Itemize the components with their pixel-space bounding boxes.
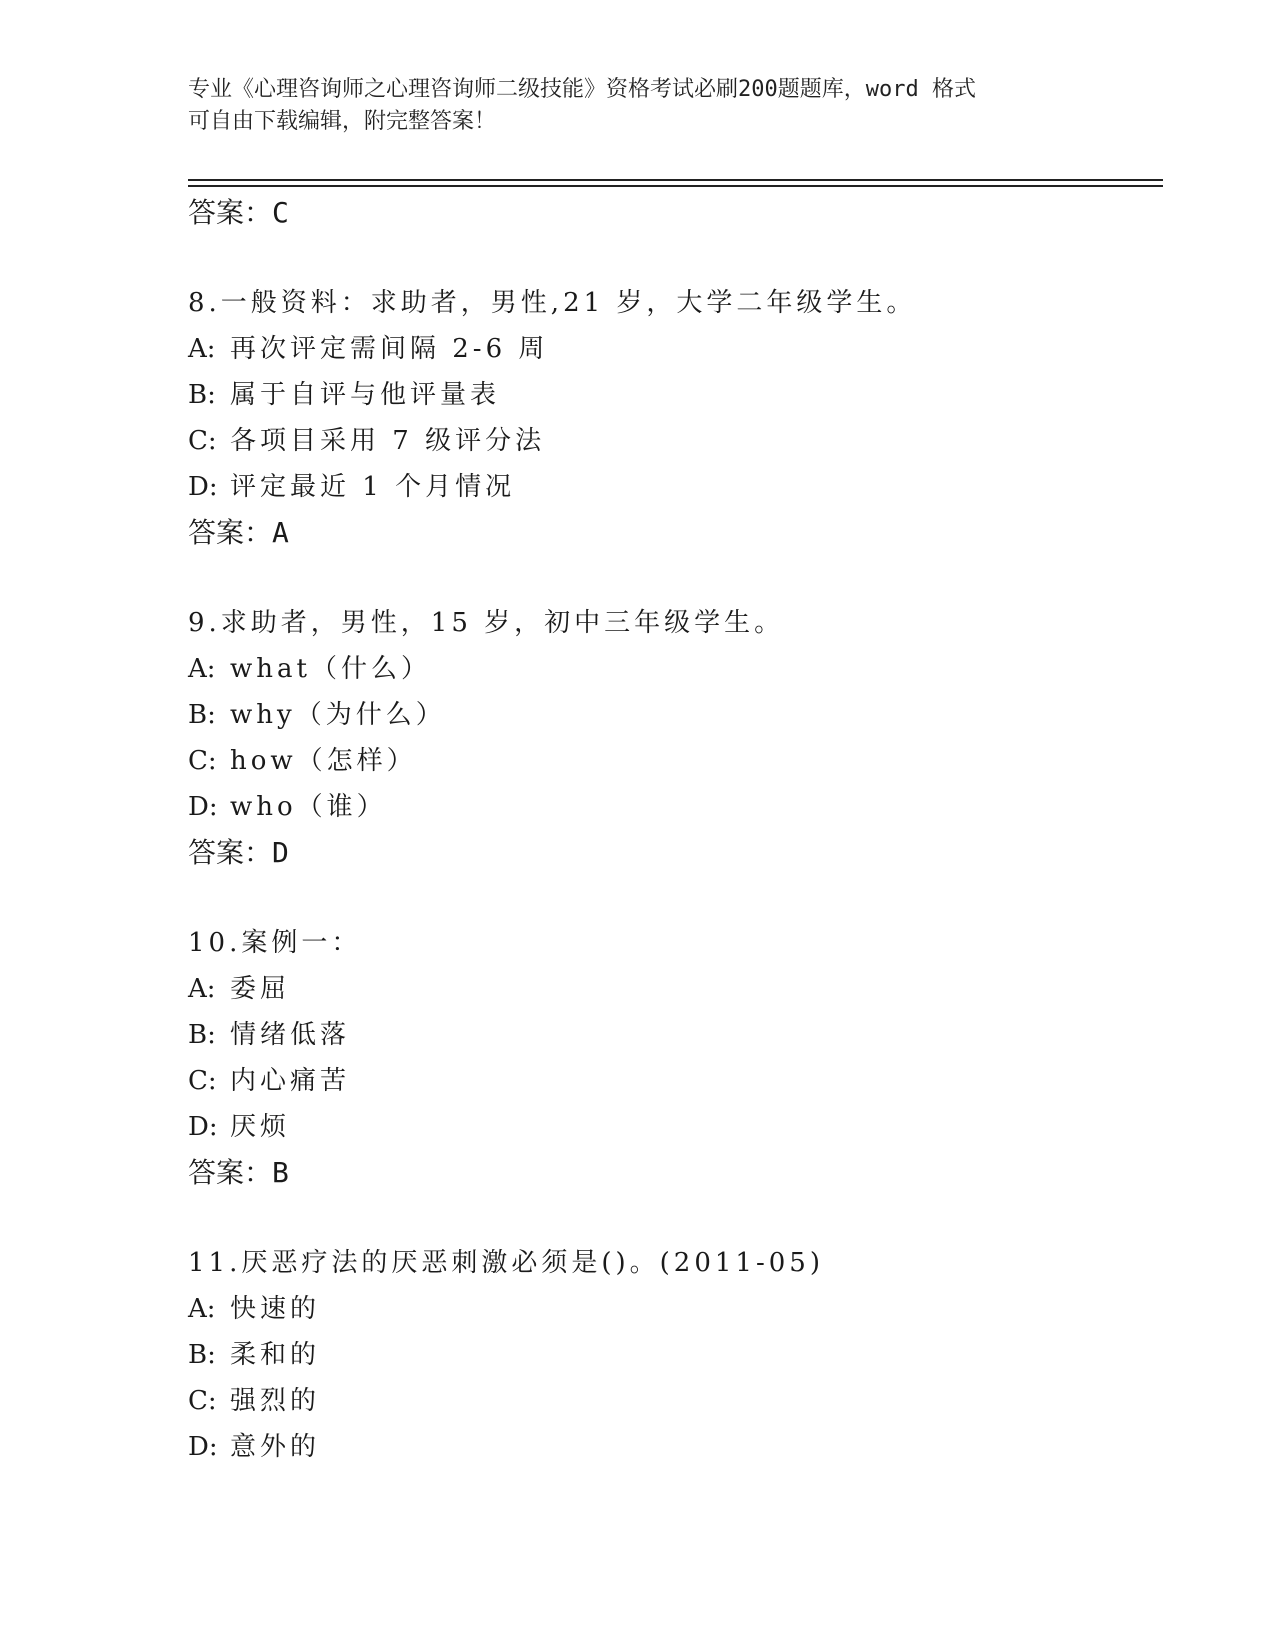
question-text: 9.求助者，男性，15 岁，初中三年级学生。 bbox=[188, 608, 785, 638]
answer-line: 答案：D bbox=[188, 836, 289, 869]
option-key: B: bbox=[188, 700, 216, 730]
option-key: C: bbox=[188, 1386, 217, 1416]
option-text: 强烈的 bbox=[230, 1386, 321, 1416]
option-d bbox=[188, 1424, 1148, 1470]
option-a bbox=[188, 646, 1148, 692]
option-a bbox=[188, 326, 1148, 372]
header-divider-bottom bbox=[188, 185, 1163, 187]
option-d bbox=[188, 464, 1148, 510]
option-a bbox=[188, 1286, 1148, 1332]
answer-line: 答案：C bbox=[188, 196, 289, 229]
document-header bbox=[188, 74, 1088, 138]
option-key: D: bbox=[188, 1112, 218, 1142]
option-text: what（什么） bbox=[230, 654, 431, 684]
option-b bbox=[188, 1332, 1148, 1378]
option-key: A: bbox=[188, 1294, 216, 1324]
option-a bbox=[188, 966, 1148, 1012]
question-text: 10.案例一： bbox=[188, 928, 362, 958]
option-key: B: bbox=[188, 1340, 216, 1370]
option-text: 评定最近 1 个月情况 bbox=[230, 472, 516, 502]
option-key: B: bbox=[188, 1020, 216, 1050]
answer-line: 答案：A bbox=[188, 516, 289, 549]
question-block-9 bbox=[188, 600, 1148, 876]
option-d bbox=[188, 1104, 1148, 1150]
option-text: 厌烦 bbox=[230, 1112, 291, 1142]
header-divider-top bbox=[188, 179, 1163, 181]
option-key: A: bbox=[188, 974, 216, 1004]
option-text: why（为什么） bbox=[230, 700, 446, 730]
option-b bbox=[188, 692, 1148, 738]
option-text: 柔和的 bbox=[230, 1340, 321, 1370]
option-text: 各项目采用 7 级评分法 bbox=[230, 426, 546, 456]
option-b bbox=[188, 1012, 1148, 1058]
option-key: C: bbox=[188, 1066, 217, 1096]
question-block-11 bbox=[188, 1240, 1148, 1470]
option-text: 快速的 bbox=[230, 1294, 321, 1324]
option-text: 属于自评与他评量表 bbox=[230, 380, 501, 410]
option-text: 情绪低落 bbox=[230, 1020, 351, 1050]
option-text: 意外的 bbox=[230, 1432, 321, 1462]
option-key: D: bbox=[188, 792, 218, 822]
option-text: who（谁） bbox=[230, 792, 387, 822]
option-b bbox=[188, 372, 1148, 418]
option-key: B: bbox=[188, 380, 216, 410]
option-key: A: bbox=[188, 334, 216, 364]
option-text: 再次评定需间隔 2-6 周 bbox=[230, 334, 549, 364]
option-key: C: bbox=[188, 426, 217, 456]
answer-line: 答案：B bbox=[188, 1156, 289, 1189]
question-text: 8.一般资料：求助者，男性,21 岁，大学二年级学生。 bbox=[188, 288, 917, 318]
option-text: 委屈 bbox=[230, 974, 291, 1004]
option-text: 内心痛苦 bbox=[230, 1066, 351, 1096]
option-c bbox=[188, 738, 1148, 784]
question-block-8 bbox=[188, 280, 1148, 556]
question-text: 11.厌恶疗法的厌恶刺激必须是()。(2011-05) bbox=[188, 1248, 824, 1278]
question-block-10 bbox=[188, 920, 1148, 1196]
option-text: how（怎样） bbox=[230, 746, 417, 776]
option-c bbox=[188, 418, 1148, 464]
header-line-2: 可自由下载编辑，附完整答案！ bbox=[188, 109, 497, 134]
document-body bbox=[188, 190, 1148, 1470]
option-c bbox=[188, 1058, 1148, 1104]
option-c bbox=[188, 1378, 1148, 1424]
option-d bbox=[188, 784, 1148, 830]
option-key: D: bbox=[188, 1432, 218, 1462]
option-key: D: bbox=[188, 472, 218, 502]
header-line-1: 专业《心理咨询师之心理咨询师二级技能》资格考试必刷200题题库，word 格式 bbox=[188, 77, 976, 102]
option-key: A: bbox=[188, 654, 216, 684]
option-key: C: bbox=[188, 746, 217, 776]
